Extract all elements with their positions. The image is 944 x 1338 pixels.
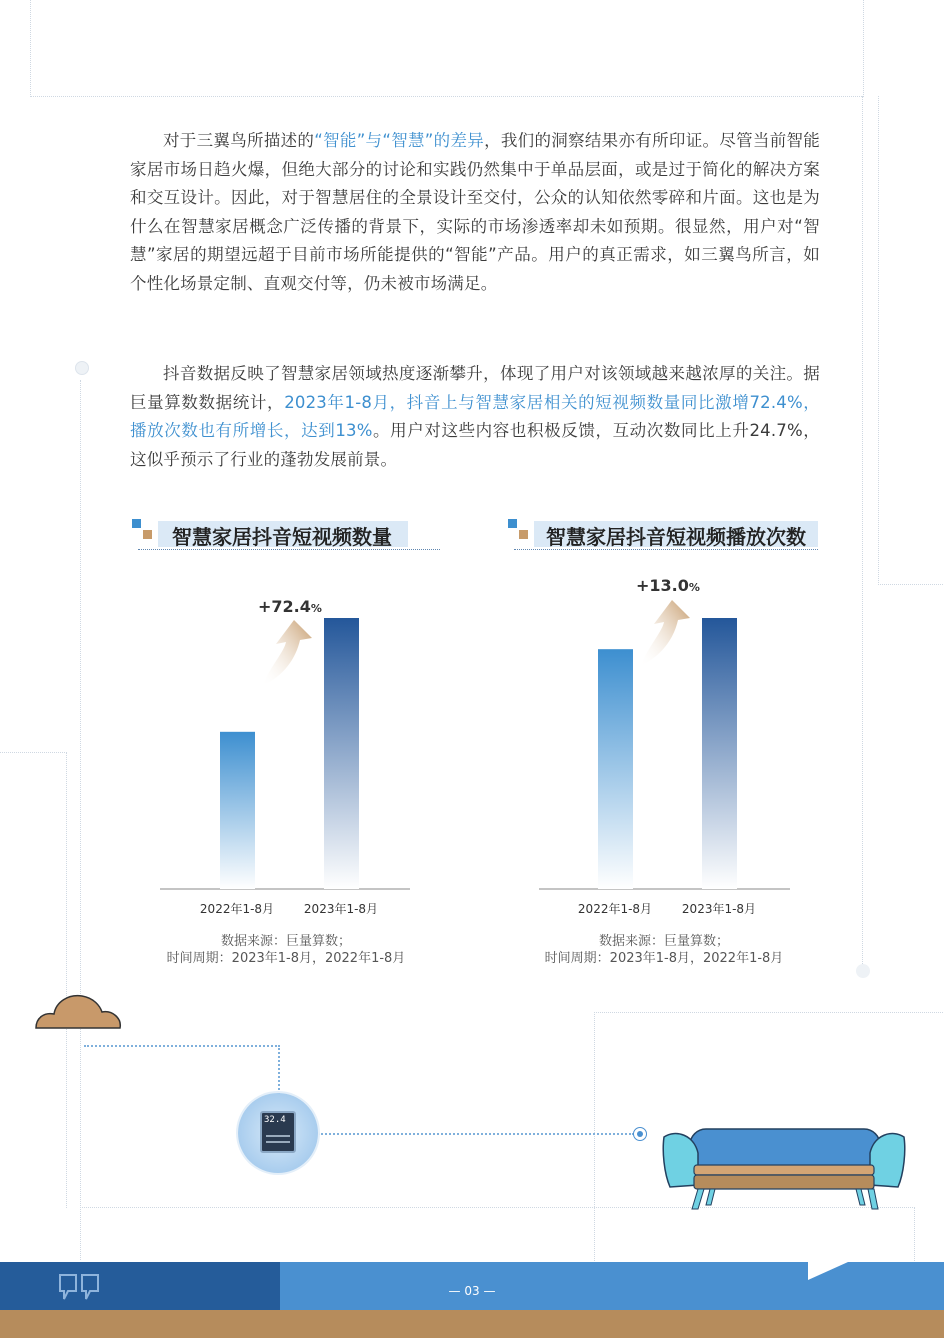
chart-2-source-line2: 时间周期：2023年1-8月，2022年1-8月: [544, 951, 784, 966]
chart-2-bar-1: [702, 618, 737, 889]
footer-notch: [808, 1262, 848, 1282]
chart-1-xlabel-1: 2023年1-8月: [303, 902, 379, 916]
chart-2-growth-arrow-icon: [640, 600, 690, 666]
chart-1-xlabel-0: 2022年1-8月: [199, 902, 275, 916]
chart-1-growth-unit: %: [310, 602, 322, 615]
chart-2-source-line1: 数据来源：巨量算数；: [598, 934, 729, 949]
chart-1-source: [136, 933, 436, 967]
page-number: — 03 —: [448, 1284, 496, 1298]
frame-line-bottom: [80, 1207, 915, 1263]
chart-1-bar-1: [324, 618, 359, 889]
chart-2-growth-label: +13.0%: [636, 576, 700, 595]
paragraph-1-highlight: “智能”与“智慧”的差异: [314, 131, 485, 150]
paragraph-1-text-b: ，我们的洞察结果亦有所印证。尽管当前智能家居市场日趋火爆，但绝大部分的讨论和实践仍然集中于单品层面，或是过于简化的解决方案和交互设计。因此，对于智慧居住的全景设计至交付，公众的认知依然零碎和片面。这也是为什么在智慧家居概念广泛传播的背景下，实际的市场渗透率却未如预期。很显然，用户对“智慧”家居的期望远超于目前市场所能提供的“智能”产品。用户的真正需求，如三翼鸟所言，如个性化场景定制、直观交付等，仍未被市场满足。: [130, 131, 821, 293]
footer-band-tan: [0, 1310, 944, 1338]
chart-1: [160, 597, 410, 889]
paragraph-2-text-a: 抖音数据反映了智慧家居领域热度逐渐攀升，体现了用户对该领域越来越浓厚的关注。据巨量算数数据统计，: [130, 364, 820, 412]
cloud-icon: [34, 992, 124, 1032]
paragraph-2-highlight: 2023年1-8月，抖音上与智慧家居相关的短视频数量同比激增72.4%，播放次数也有所增长，达到13%: [130, 392, 820, 441]
target-dot: [633, 1127, 647, 1141]
chart-1-growth-label: +72.4%: [258, 597, 322, 616]
chart-2-title: 智慧家居抖音短视频播放次数: [546, 525, 806, 549]
chart-2-growth-unit: %: [688, 581, 700, 594]
device-screen: [260, 1111, 296, 1153]
connector-line-left: [84, 1045, 280, 1097]
paragraph-2-text-b: 。用户对这些内容也积极反馈，互动次数同比上升24.7%，这似乎预示了行业的蓬勃发展前景。: [130, 421, 820, 469]
connector-line-right: [318, 1133, 634, 1136]
chart-2-bar-0: [598, 649, 633, 889]
chart-1-growth-arrow-icon: [262, 620, 312, 686]
chart-1-bar-0: [220, 732, 255, 889]
chart-1-source-line2: 时间周期：2023年1-8月，2022年1-8月: [166, 951, 406, 966]
chart-1-title: 智慧家居抖音短视频数量: [172, 525, 392, 549]
device-circle: [238, 1093, 318, 1173]
chart-2-source: [514, 933, 814, 967]
chart-2-xlabel-1: 2023年1-8月: [681, 902, 757, 916]
paragraph-1-text-a: 对于三翼鸟所描述的: [163, 131, 315, 150]
device-screen-value: 32.4: [264, 1115, 286, 1125]
sofa-icon: [660, 1125, 910, 1215]
chart-2: [539, 576, 790, 889]
chart-2-xlabel-0: 2022年1-8月: [577, 902, 653, 916]
chart-1-source-line1: 数据来源：巨量算数；: [220, 934, 351, 949]
